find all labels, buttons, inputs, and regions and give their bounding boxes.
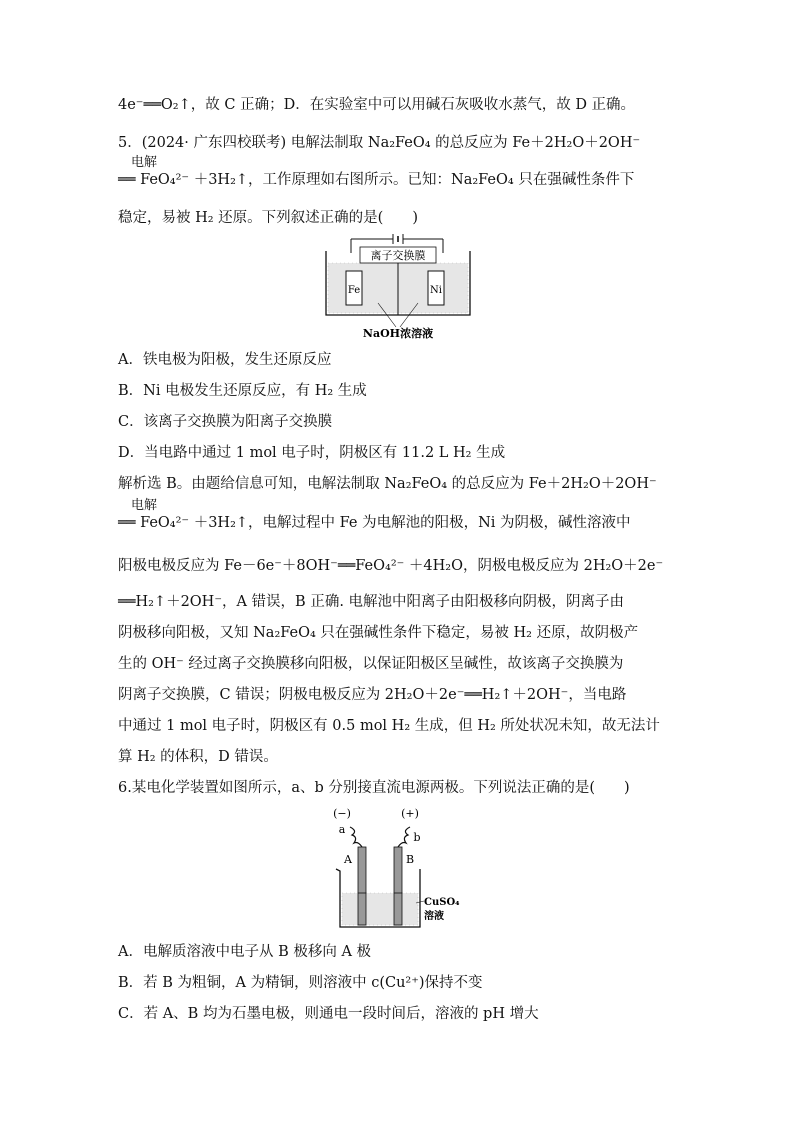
question-5-stem-3: 稳定，易被 H₂ 还原。下列叙述正确的是( ) [118,210,418,226]
membrane-label: 离子交换膜 [370,249,426,262]
terminal-a-label: a [338,823,346,836]
negative-terminal-label: (−) [333,807,351,820]
analysis-5-line-1: 解析选 B。由题给信息可知，电解法制取 Na₂FeO₄ 的总反应为 Fe＋2H₂O＋2OH⁻ [118,476,657,492]
q5-option-b: B．Ni 电极发生还原反应，有 H₂ 生成 [118,383,367,399]
line-1: 4e⁻══O₂↑，故 C 正确；D．在实验室中可以用碱石灰吸收水蒸气，故 D 正确。 [118,97,636,113]
q6-option-a: A．电解质溶液中电子从 B 极移向 A 极 [118,944,372,960]
q5-option-a: A．铁电极为阳极，发生还原反应 [118,352,332,368]
question-6-stem: 6.某电化学装置如图所示，a、b 分别接直流电源两极。下列说法正确的是( ) [118,780,630,796]
analysis-5-line-4: ══H₂↑＋2OH⁻，A 错误，B 正确. 电解池中阳离子由阳极移向阴极，阴离子由 [118,594,625,610]
analysis-5-line-7: 阴离子交换膜，C 错误；阴极电极反应为 2H₂O＋2e⁻══H₂↑＋2OH⁻，当电路 [118,687,627,703]
analysis-5-line-3: 阳极电极反应为 Fe－6e⁻＋8OH⁻══FeO₄²⁻ ＋4H₂O，阴极电极反应为 2H₂O＋2e⁻ [118,558,664,574]
analysis-5-line-5: 阴极移向阳极，又知 Na₂FeO₄ 只在强碱性条件下稳定，易被 H₂ 还原，故阴极产 [118,625,639,641]
analysis-5-line-6: 生的 OH⁻ 经过离子交换膜移向阳极，以保证阳极区呈碱性，故该离子交换膜为 [118,656,624,672]
q5-option-c: C．该离子交换膜为阳离子交换膜 [118,414,333,430]
fe-electrode-label: Fe [347,285,361,296]
analysis-5-line-9: 算 H₂ 的体积，D 错误。 [118,749,278,765]
analysis-5-line-8: 中通过 1 mol 电子时，阴极区有 0.5 mol H₂ 生成，但 H₂ 所处状况未知，故无法计 [118,718,660,734]
positive-terminal-label: (+) [401,807,419,820]
q6-option-c: C．若 A、B 均为石墨电极，则通电一段时间后，溶液的 pH 增大 [118,1006,539,1022]
q5-option-d: D．当电路中通过 1 mol 电子时，阴极区有 11.2 L H₂ 生成 [118,445,506,461]
electrode-a-label: A [344,853,352,866]
electrolysis-condition-2: 电解 [131,498,158,513]
terminal-b-label: b [413,831,421,844]
cuso4-label: CuSO₄ [424,897,460,908]
cuso4-cell-figure [320,803,460,931]
electrolysis-condition-1: 电解 [131,155,158,170]
q6-option-b: B．若 B 为粗铜，A 为精铜，则溶液中 c(Cu²⁺)保持不变 [118,975,483,991]
electrolysis-cell-figure [318,233,478,343]
naoh-solution-label: NaOH浓溶液 [362,327,434,340]
analysis-5-line-2: ══ FeO₄²⁻ ＋3H₂↑，电解过程中 Fe 为电解池的阳极，Ni 为阴极，碱性溶液中 [118,515,631,531]
electrode-b-label: B [405,853,415,866]
ni-electrode-label: Ni [430,285,442,296]
question-5-stem-2: ══ FeO₄²⁻ ＋3H₂↑，工作原理如右图所示。已知：Na₂FeO₄ 只在强碱性条件下 [118,172,635,188]
solution-label: 溶液 [424,911,444,922]
question-5-stem-1: 5．(2024· 广东四校联考) 电解法制取 Na₂FeO₄ 的总反应为 Fe＋2H₂O＋2OH⁻ [118,135,641,151]
